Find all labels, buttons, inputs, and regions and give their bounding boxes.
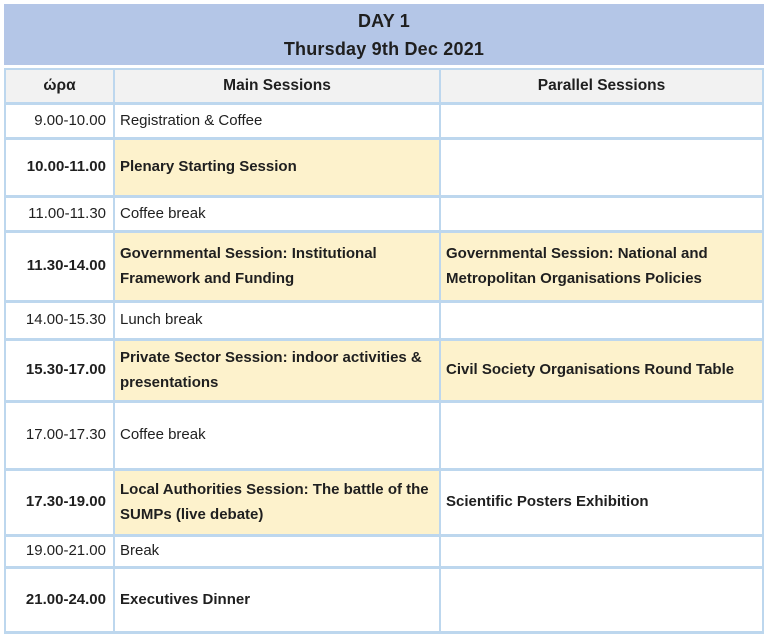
day-title — [4, 4, 764, 68]
parallel-session-cell — [439, 195, 764, 230]
time-cell: 15.30-17.00 — [4, 338, 113, 400]
column-header-main-sessions: Main Sessions — [113, 68, 439, 102]
time-cell: 9.00-10.00 — [4, 102, 113, 137]
time-cell: 11.00-11.30 — [4, 195, 113, 230]
table-row — [4, 338, 764, 400]
main-session-cell: Plenary Starting Session — [113, 137, 439, 195]
table-row — [4, 230, 764, 300]
column-header-time: ώρα — [4, 68, 113, 102]
main-session-cell: Lunch break — [113, 300, 439, 338]
parallel-session-cell: Scientific Posters Exhibition — [439, 468, 764, 534]
parallel-session-cell: Governmental Session: National and Metropolitan Organisations Policies — [439, 230, 764, 300]
time-cell: 21.00-24.00 — [4, 566, 113, 634]
parallel-session-cell — [439, 534, 764, 566]
table-row — [4, 468, 764, 534]
schedule-table — [4, 4, 764, 634]
parallel-session-cell — [439, 300, 764, 338]
main-session-cell: Break — [113, 534, 439, 566]
parallel-session-cell — [439, 566, 764, 634]
table-row — [4, 195, 764, 230]
table-row — [4, 400, 764, 468]
day-label: DAY 1 — [357, 10, 411, 31]
table-row — [4, 102, 764, 137]
time-cell: 17.30-19.00 — [4, 468, 113, 534]
main-session-cell: Private Sector Session: indoor activities & presentations — [113, 338, 439, 400]
main-session-cell: Executives Dinner — [113, 566, 439, 634]
column-header-parallel-sessions: Parallel Sessions — [439, 68, 764, 102]
time-cell: 11.30-14.00 — [4, 230, 113, 300]
column-header-row — [4, 68, 764, 102]
table-row — [4, 300, 764, 338]
table-row — [4, 137, 764, 195]
table-row — [4, 566, 764, 634]
parallel-session-cell — [439, 137, 764, 195]
parallel-session-cell: Civil Society Organisations Round Table — [439, 338, 764, 400]
main-session-cell: Coffee break — [113, 400, 439, 468]
parallel-session-cell — [439, 400, 764, 468]
main-session-cell: Governmental Session: Institutional Framework and Funding — [113, 230, 439, 300]
time-cell: 14.00-15.30 — [4, 300, 113, 338]
table-row — [4, 534, 764, 566]
main-session-cell: Local Authorities Session: The battle of the SUMPs (live debate) — [113, 468, 439, 534]
time-cell: 10.00-11.00 — [4, 137, 113, 195]
main-session-cell: Registration & Coffee — [113, 102, 439, 137]
time-cell: 19.00-21.00 — [4, 534, 113, 566]
time-cell: 17.00-17.30 — [4, 400, 113, 468]
parallel-session-cell — [439, 102, 764, 137]
title-row — [4, 4, 764, 68]
date-label: Thursday 9th Dec 2021 — [283, 38, 485, 59]
main-session-cell: Coffee break — [113, 195, 439, 230]
